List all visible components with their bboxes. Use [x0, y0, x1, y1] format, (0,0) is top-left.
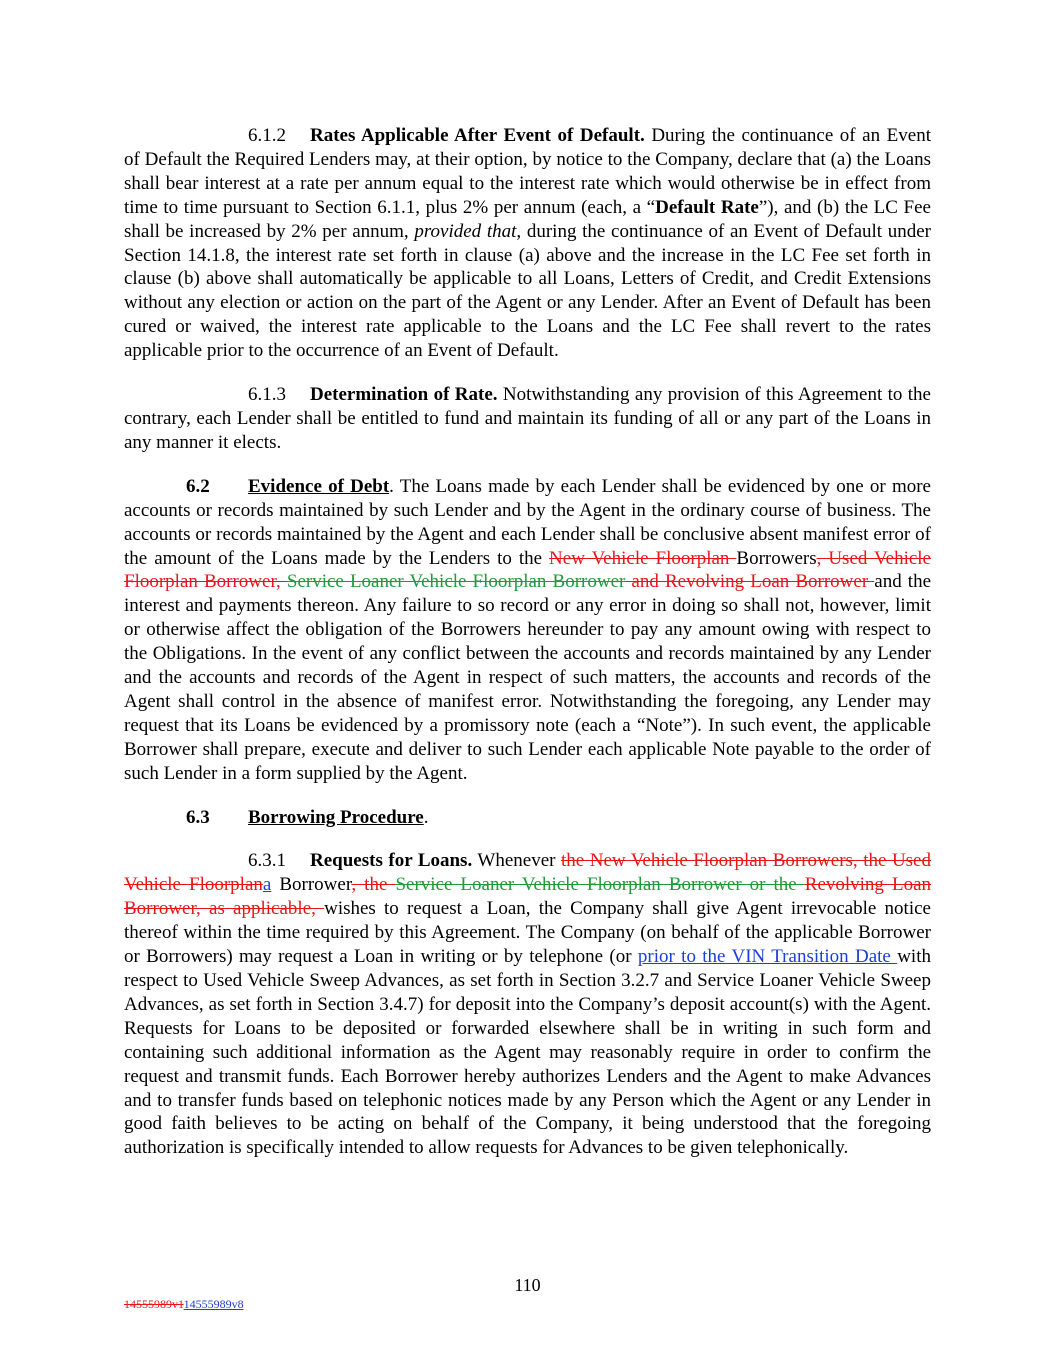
deleted-text: Revolving Loan Borrower, as applicable, — [124, 874, 931, 920]
deleted-text-moved: Service Loaner Vehicle Floorplan Borrower — [286, 571, 626, 593]
section-number: 6.2 — [186, 475, 210, 497]
section-6-3-1 — [124, 849, 931, 1160]
deleted-text: New Vehicle Floorplan — [549, 547, 737, 569]
document-id-new: 14555989v8 — [183, 1297, 244, 1311]
document-body — [124, 124, 931, 1180]
section-6-1-2 — [124, 124, 931, 363]
section-text: . The Loans made by each Lender shall be evidenced by one or more accounts or records maintained by such Lender and by the Agent in the ordinary course of business. The accounts or records maintained by the Agent and each Lender shall be conclusive absent manifest error of the amount of the Loans made by the Lenders to the — [124, 475, 931, 569]
section-heading: Evidence of Debt — [248, 475, 390, 497]
deleted-text: , the — [351, 874, 396, 896]
page-number: 110 — [514, 1275, 541, 1295]
section-6-2 — [124, 475, 931, 786]
deleted-text-moved: Service Loaner Vehicle Floorplan Borrower or the — [395, 874, 805, 896]
deleted-text: the New Vehicle Floorplan Borrowers, the Used Vehicle Floorplan — [124, 850, 931, 896]
section-6-3 — [124, 806, 931, 830]
section-6-1-3 — [124, 383, 931, 455]
section-heading: Rates Applicable After Event of Default. — [310, 125, 645, 146]
inserted-text: a — [262, 874, 272, 896]
section-text: Notwithstanding any provision of this Agreement to the contrary, each Lender shall be entitled to fund and maintain its funding of all or any part of the Loans in any manner it elects. — [124, 384, 931, 453]
section-text: , during the continuance of an Event of Default under Section 14.1.8, the interest rate set forth in clause (a) above and the increase in the LC Fee set forth in clause (b) above shall automatically be applicable to all Loans, Letters of Credit, and Credit Extensions without any election or action on the part of the Agent or any Lender. After an Event of Default has been cured or waived, the interest rate applicable to the Loans and the LC Fee shall revert to the rates applicable prior to the occurrence of an Event of Default. — [124, 220, 931, 362]
section-text: Borrowers — [736, 547, 817, 569]
italic-text: provided that — [414, 220, 517, 242]
section-heading: Borrowing Procedure — [248, 806, 424, 828]
section-number: 6.1.3 — [248, 384, 286, 406]
defined-term: Default Rate — [655, 196, 759, 218]
section-heading: Requests for Loans. — [310, 850, 473, 872]
section-text: with respect to Used Vehicle Sweep Advances, as set forth in Section 3.2.7 and Service Loaner Vehicle Sweep Advances, as set forth in Section 3.4.7) for deposit into the Company’s deposit account(s) with the Agent. Requests for Loans to be deposited or forwarded elsewhere shall be in writing in such form and containing such additional information as the Agent may reasonably require in order to confirm the request and transmit funds. Each Borrower hereby authorizes Lenders and the Agent to make Advances and to transfer funds based on telephonic notices made by any Person which the Agent or any Lender in good faith believes to be acting on behalf of the Company, it being understood that the foregoing authorization is specifically intended to allow requests for Advances to be given telephonically. — [124, 946, 931, 1159]
section-text: . — [423, 806, 429, 828]
section-text: ”), and (b) the LC Fee shall be increased by 2% per annum, — [124, 196, 931, 242]
section-number: 6.3.1 — [248, 850, 286, 872]
section-number: 6.3 — [186, 806, 210, 828]
section-text: and the interest and payments thereon. Any failure to so record or any error in doing so shall not, however, limit or otherwise affect the obligation of the Borrowers hereunder to pay any amount owing with respect to the Obligations. In the event of any conflict between the accounts and records maintained by any Lender and the accounts and records of the Agent in respect of such matters, the accounts and records of the Agent shall control in the absence of manifest error. Notwithstanding the foregoing, any Lender may request that its Loans be evidenced by a promissory note (each a “Note”). In such event, the applicable Borrower shall prepare, execute and deliver to such Lender each applicable Note payable to the order of such Lender in a form supplied by the Agent. — [124, 571, 932, 784]
section-heading: Determination of Rate. — [310, 384, 498, 406]
document-id-old: 14555989v1 — [124, 1297, 184, 1311]
deleted-text: , Used Vehicle Floorplan Borrower, — [124, 547, 931, 593]
section-text: Whenever — [472, 850, 561, 872]
section-text: wishes to request a Loan, the Company shall give Agent irrevocable notice thereof within the time required by this Agreement. The Company (on behalf of the applicable Borrower or Borrowers) may request a Loan in writing or by telephone (or — [124, 898, 931, 968]
section-number: 6.1.2 — [248, 125, 286, 146]
section-text: Borrower — [271, 874, 352, 896]
deleted-text: and Revolving Loan Borrower — [625, 571, 875, 593]
document-id — [124, 1297, 244, 1312]
section-text: During the continuance of an Event of Default the Required Lenders may, at their option, by notice to the Company, declare that (a) the Loans shall bear interest at a rate per annum equal to the interest rate which would otherwise be in effect from time to time pursuant to Section 6.1.1, plus 2% per annum (each, a “ — [124, 125, 931, 218]
inserted-text: prior to the VIN Transition Date — [637, 946, 898, 968]
